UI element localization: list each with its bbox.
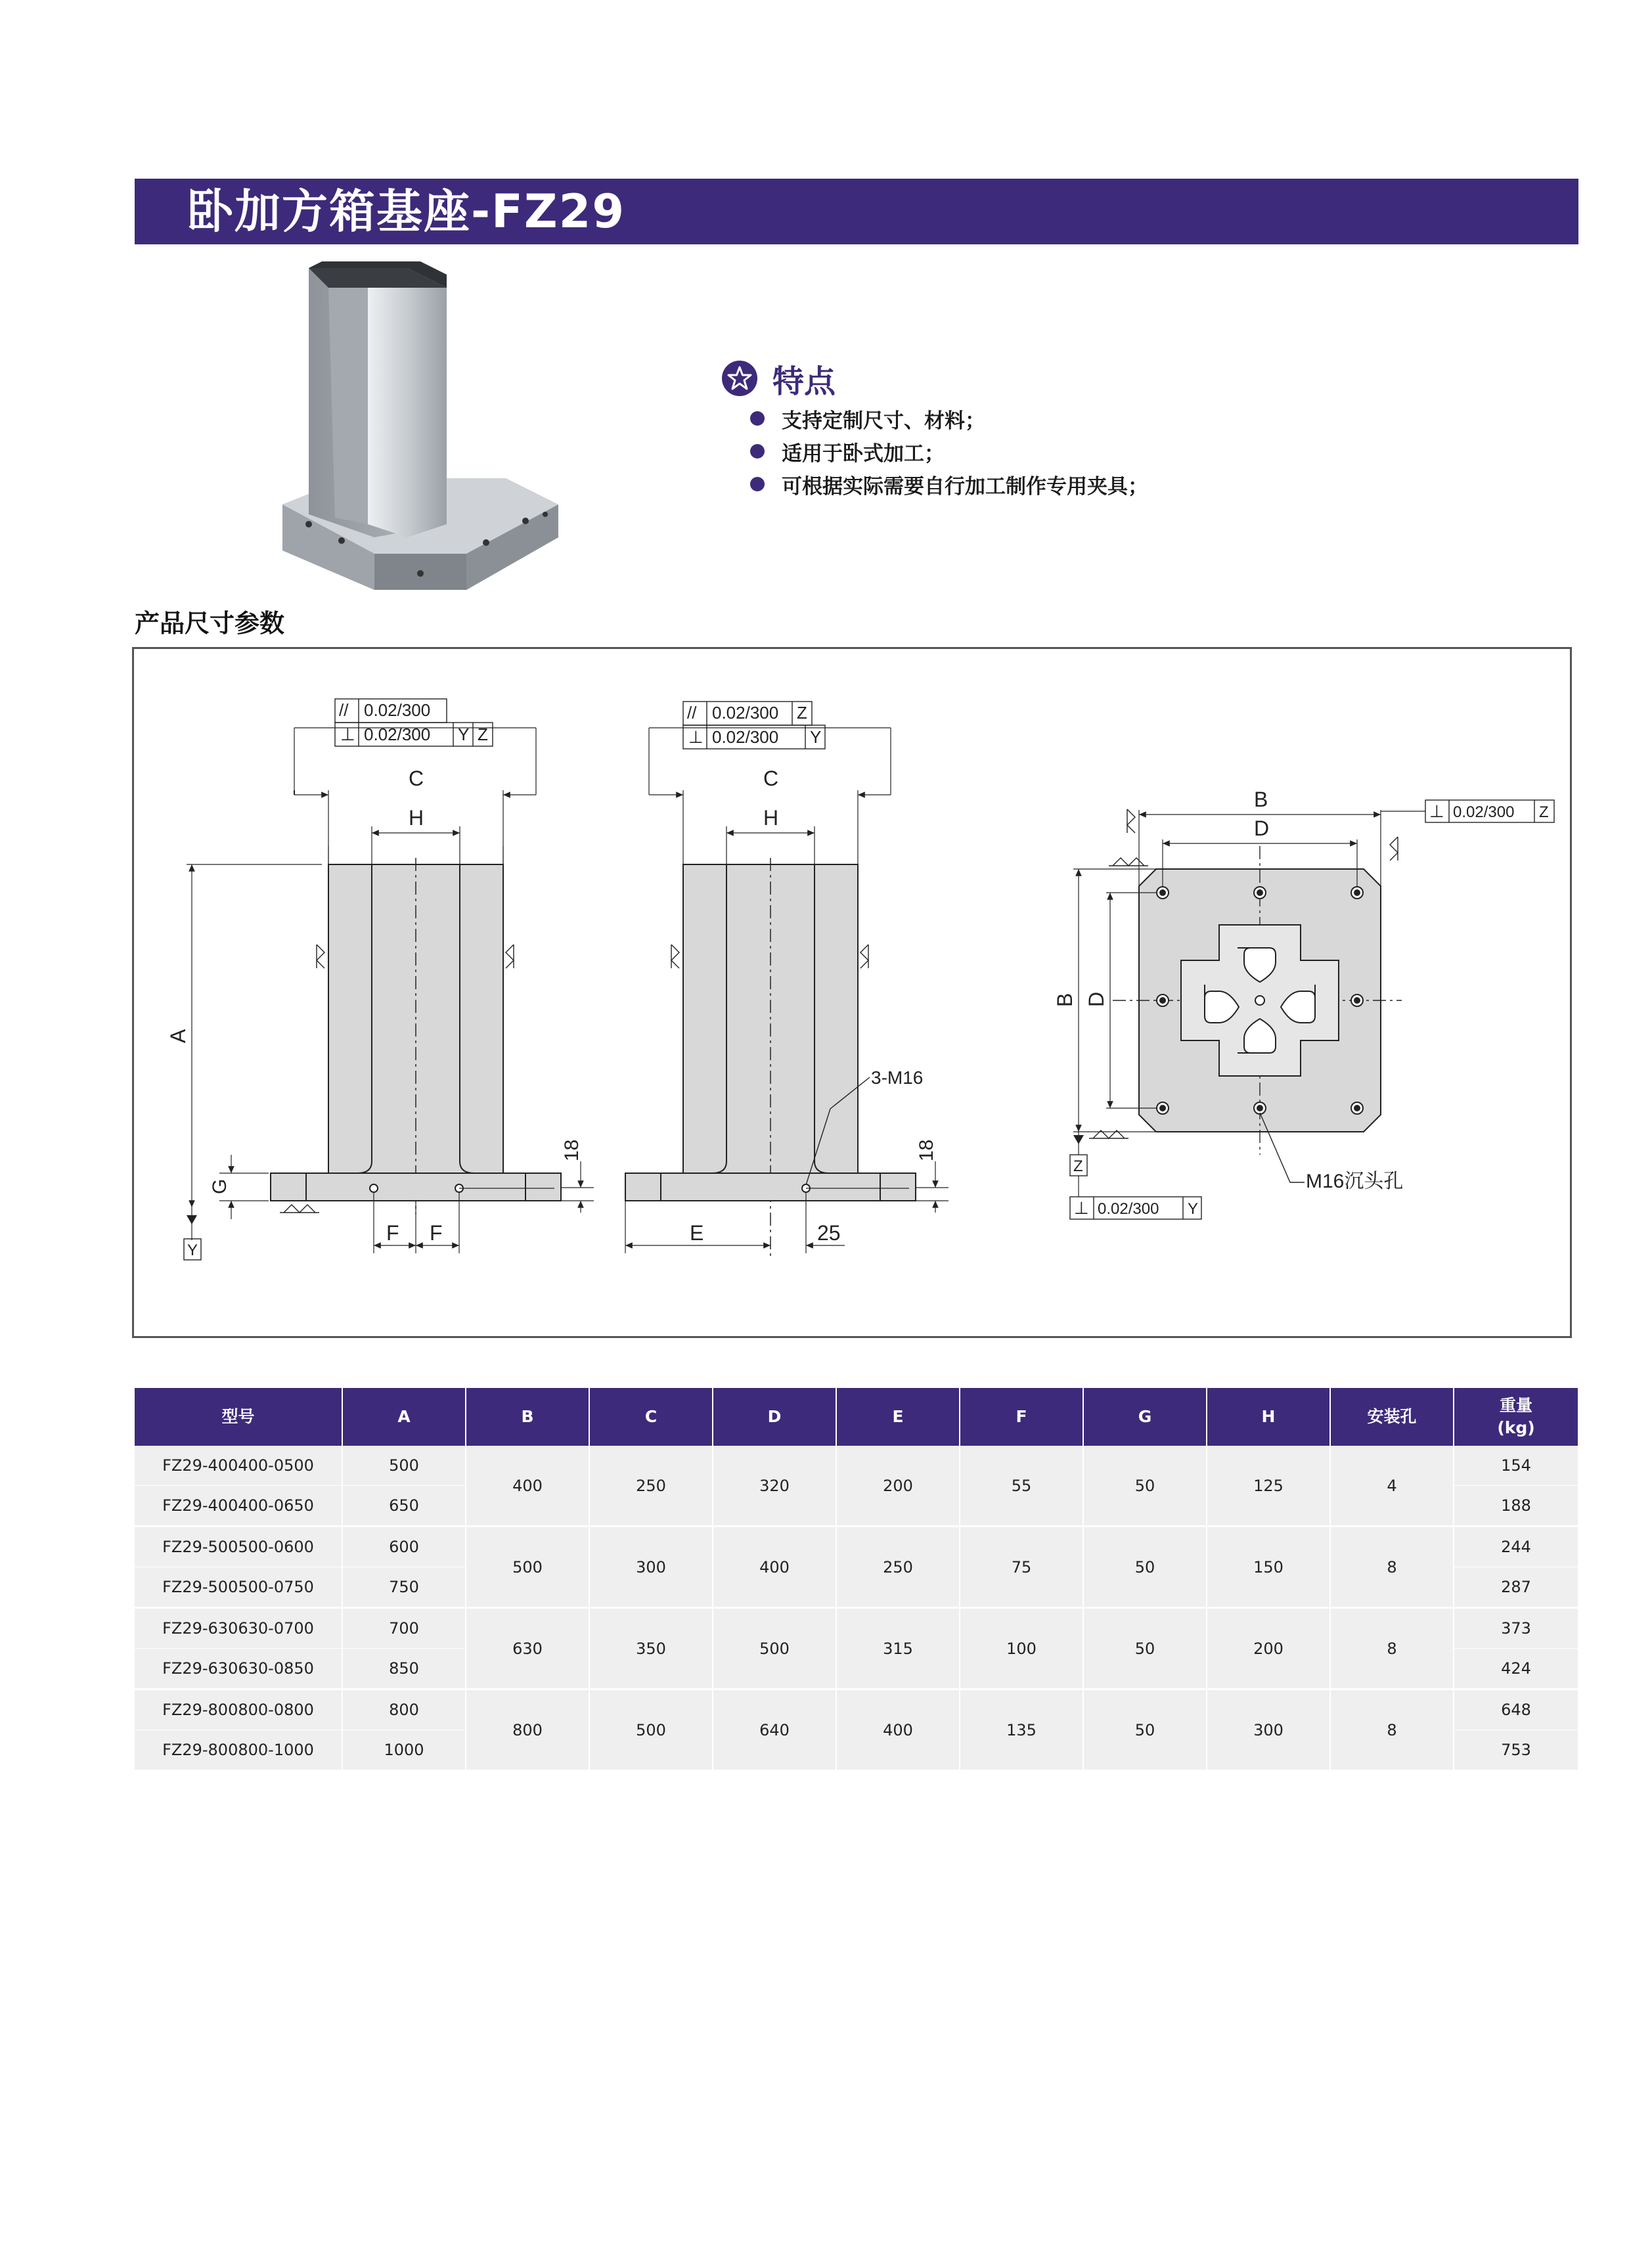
callout-m16-countersunk: M16沉头孔: [1306, 1171, 1404, 1192]
tol-parallel-symbol: //: [339, 700, 349, 720]
tol-ref-z: Z: [797, 703, 807, 723]
cell-e: 315: [836, 1608, 960, 1689]
feature-item: [750, 468, 1444, 501]
dim-h: H: [409, 806, 424, 830]
cell-c: 250: [589, 1446, 713, 1527]
tol-bottom-value: 0.02/300: [1098, 1200, 1159, 1218]
cell-a: 850: [342, 1649, 466, 1689]
cell-d: 320: [713, 1446, 836, 1527]
table-row: [135, 1446, 1578, 1486]
cell-g: 50: [1083, 1608, 1207, 1689]
col-header-model: 型号: [135, 1388, 342, 1446]
cell-a: 700: [342, 1608, 466, 1649]
cell-b: 400: [466, 1446, 589, 1527]
cell-g: 50: [1083, 1527, 1207, 1608]
cell-holes: 8: [1330, 1527, 1454, 1608]
table-header-row: [135, 1388, 1578, 1446]
tol-perp-value: 0.02/300: [364, 725, 431, 744]
col-header-g: G: [1083, 1388, 1207, 1446]
datum-z: Z: [1073, 1157, 1083, 1175]
tol-bottom-ref: Y: [1188, 1200, 1199, 1218]
dim-25: 25: [817, 1221, 841, 1245]
callout-3-m16: 3-M16: [871, 1067, 924, 1088]
table-row: [135, 1689, 1578, 1730]
cell-h: 300: [1207, 1689, 1330, 1771]
cell-a: 1000: [342, 1730, 466, 1771]
tol-parallel-value: 0.02/300: [364, 700, 431, 720]
cell-model: FZ29-400400-0650: [135, 1486, 342, 1527]
table-row: [135, 1527, 1578, 1567]
col-header-e: E: [836, 1388, 960, 1446]
col-header-d: D: [713, 1388, 836, 1446]
cell-d: 500: [713, 1608, 836, 1689]
dim-d-side: D: [1084, 991, 1108, 1007]
cell-weight: 648: [1454, 1689, 1578, 1730]
features-title: 特点: [772, 363, 836, 400]
section-title: 产品尺寸参数: [135, 609, 285, 638]
cell-holes: 8: [1330, 1608, 1454, 1689]
technical-drawing: [132, 647, 1572, 1338]
bullet-icon: [750, 477, 765, 491]
dim-a: A: [166, 1029, 190, 1043]
datum-y: Y: [187, 1241, 198, 1259]
cell-a: 750: [342, 1567, 466, 1608]
cell-c: 300: [589, 1527, 713, 1608]
cell-model: FZ29-500500-0600: [135, 1527, 342, 1567]
tol-perp-symbol: ⊥: [1074, 1198, 1089, 1218]
cell-a: 650: [342, 1486, 466, 1527]
dim-h: H: [763, 806, 779, 830]
cell-g: 50: [1083, 1689, 1207, 1771]
col-header-h: H: [1207, 1388, 1330, 1446]
product-image: [269, 261, 558, 616]
dim-e: E: [690, 1221, 704, 1245]
dim-b-side: B: [1053, 993, 1077, 1007]
cell-d: 400: [713, 1527, 836, 1608]
cell-model: FZ29-800800-0800: [135, 1689, 342, 1730]
cell-weight: 188: [1454, 1486, 1578, 1527]
cell-weight: 424: [1454, 1649, 1578, 1689]
cell-a: 800: [342, 1689, 466, 1730]
feature-text: 支持定制尺寸、材料；: [782, 409, 985, 433]
table-row: [135, 1608, 1578, 1649]
features-heading: [721, 355, 1444, 402]
col-header-a: A: [342, 1388, 466, 1446]
dim-d: D: [1254, 816, 1270, 840]
cell-e: 400: [836, 1689, 960, 1771]
cell-a: 500: [342, 1446, 466, 1486]
cell-model: FZ29-630630-0850: [135, 1649, 342, 1689]
dim-c: C: [763, 767, 779, 790]
dim-18: 18: [916, 1139, 937, 1161]
features-section: [721, 355, 1444, 501]
view-top: [1070, 800, 1554, 1219]
tol-perp-symbol: ⊥: [340, 725, 355, 744]
feature-item: [750, 402, 1444, 435]
cell-h: 150: [1207, 1527, 1330, 1608]
page-title: 卧加方箱基座-FZ29: [187, 185, 626, 238]
star-icon: [721, 360, 758, 397]
tol-perp-symbol: ⊥: [1429, 801, 1444, 821]
col-header-c: C: [589, 1388, 713, 1446]
view-front: [184, 699, 594, 1260]
cell-f: 100: [960, 1608, 1083, 1689]
feature-item: [750, 435, 1444, 468]
cell-e: 200: [836, 1446, 960, 1527]
cell-d: 640: [713, 1689, 836, 1771]
cell-model: FZ29-400400-0500: [135, 1446, 342, 1486]
cell-holes: 8: [1330, 1689, 1454, 1771]
cell-g: 50: [1083, 1446, 1207, 1527]
cell-model: FZ29-630630-0700: [135, 1608, 342, 1649]
cell-f: 75: [960, 1527, 1083, 1608]
dim-g: G: [209, 1178, 231, 1194]
cell-b: 630: [466, 1608, 589, 1689]
view-side: [625, 702, 949, 1260]
feature-text: 适用于卧式加工；: [782, 441, 945, 466]
tol-ref-y: Y: [810, 727, 822, 747]
tol-top-value: 0.02/300: [1453, 803, 1515, 821]
spec-table: [135, 1388, 1579, 1772]
dim-18: 18: [561, 1139, 583, 1161]
tol-parallel-value: 0.02/300: [712, 703, 779, 723]
cell-weight: 753: [1454, 1730, 1578, 1771]
bullet-icon: [750, 444, 765, 458]
cell-weight: 287: [1454, 1567, 1578, 1608]
dim-f: F: [430, 1221, 443, 1245]
col-header-b: B: [466, 1388, 589, 1446]
cell-holes: 4: [1330, 1446, 1454, 1527]
tol-perp-value: 0.02/300: [712, 727, 779, 747]
cell-h: 200: [1207, 1608, 1330, 1689]
cell-weight: 154: [1454, 1446, 1578, 1486]
cell-b: 500: [466, 1527, 589, 1608]
col-header-f: F: [960, 1388, 1083, 1446]
dim-f: F: [386, 1221, 399, 1245]
tol-perp-symbol: ⊥: [688, 727, 703, 747]
tol-ref-z: Z: [478, 725, 488, 744]
cell-f: 55: [960, 1446, 1083, 1527]
col-header-holes: 安装孔: [1330, 1388, 1454, 1446]
dim-b: B: [1254, 788, 1268, 811]
cell-h: 125: [1207, 1446, 1330, 1527]
cell-c: 350: [589, 1608, 713, 1689]
cell-weight: 373: [1454, 1608, 1578, 1649]
cell-c: 500: [589, 1689, 713, 1771]
drawing-canvas: [134, 649, 1570, 1336]
cell-f: 135: [960, 1689, 1083, 1771]
col-header-weight: 重量 (kg): [1454, 1388, 1578, 1446]
tol-top-ref: Z: [1539, 803, 1549, 821]
feature-text: 可根据实际需要自行加工制作专用夹具；: [782, 474, 1148, 499]
title-bar: [135, 179, 1578, 244]
tol-ref-y: Y: [458, 725, 470, 744]
tol-parallel-symbol: //: [687, 703, 697, 723]
cell-model: FZ29-500500-0750: [135, 1567, 342, 1608]
cell-b: 800: [466, 1689, 589, 1771]
cell-a: 600: [342, 1527, 466, 1567]
cell-e: 250: [836, 1527, 960, 1608]
cell-weight: 244: [1454, 1527, 1578, 1567]
dim-c: C: [409, 767, 424, 790]
bullet-icon: [750, 411, 765, 426]
cell-model: FZ29-800800-1000: [135, 1730, 342, 1771]
